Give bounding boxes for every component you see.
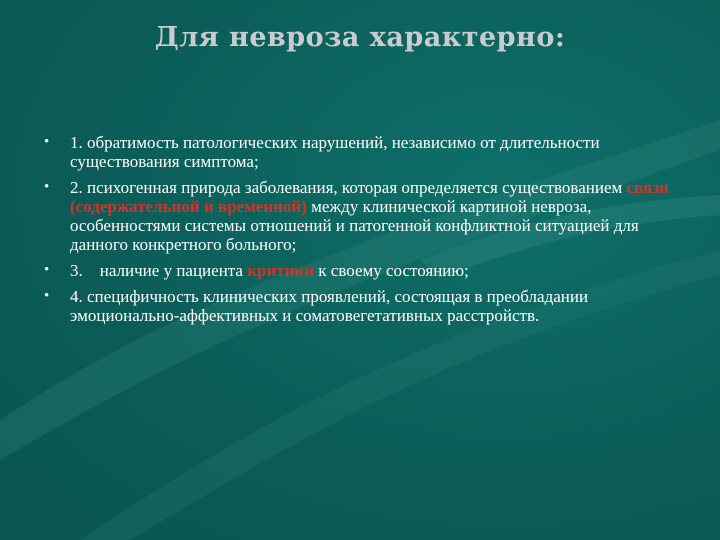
bullet-icon: • <box>44 179 50 195</box>
bullet-list <box>40 133 680 332</box>
list-item <box>40 178 680 254</box>
item-text: к своему состоянию; <box>314 261 469 280</box>
bullet-icon: • <box>44 262 50 278</box>
item-text: 3. наличие у пациента <box>70 261 248 280</box>
list-item <box>40 261 680 280</box>
slide-title: Для невроза характерно: <box>154 22 566 53</box>
list-item <box>40 287 680 325</box>
item-text: 2. психогенная природа заболевания, которая определяется существованием <box>70 178 627 197</box>
bullet-icon: • <box>44 288 50 304</box>
item-highlight: критики <box>247 261 315 280</box>
item-text: 4. специфичность клинических проявлений, состоящая в преобладании эмоционально-аффективных и соматовегетативных расстройств. <box>70 287 589 325</box>
list-item <box>40 133 680 171</box>
item-text: между клинической картиной невроза, особенностями системы отношений и патогенной конфликтной ситуацией для данного конкретного больного; <box>70 197 639 254</box>
bullet-icon: • <box>44 134 50 150</box>
item-text: 1. обратимость патологических нарушений, независимо от длительности существования симптома; <box>70 133 600 171</box>
item-highlight: связи (содержательной и временной) <box>70 178 669 216</box>
